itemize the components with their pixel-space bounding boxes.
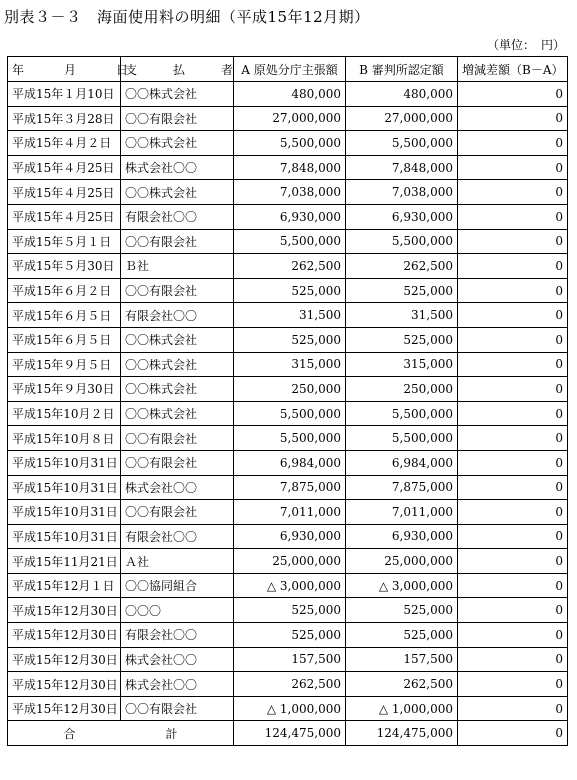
column-header-difference: 増減差額（B－A） [458, 57, 568, 82]
difference-cell: 0 [458, 696, 568, 721]
date-cell: 平成15年12月30日 [8, 696, 121, 721]
b-amount-cell: 27,000,000 [346, 106, 458, 131]
table-row [8, 598, 568, 623]
a-amount-cell: 5,500,000 [234, 401, 346, 426]
table-row [8, 524, 568, 549]
date-cell: 平成15年11月21日 [8, 549, 121, 574]
difference-cell: 0 [458, 180, 568, 205]
table-row [8, 106, 568, 131]
table-row [8, 696, 568, 721]
total-difference: 0 [458, 721, 568, 746]
date-cell: 平成15年４月25日 [8, 180, 121, 205]
difference-cell: 0 [458, 598, 568, 623]
date-cell: 平成15年10月２日 [8, 401, 121, 426]
a-amount-cell: 157,500 [234, 647, 346, 672]
table-row [8, 500, 568, 525]
difference-cell: 0 [458, 500, 568, 525]
table-row [8, 623, 568, 648]
a-amount-cell: 525,000 [234, 598, 346, 623]
table-row [8, 254, 568, 279]
b-amount-cell: 5,500,000 [346, 229, 458, 254]
b-amount-cell: 5,500,000 [346, 401, 458, 426]
date-cell: 平成15年９月５日 [8, 352, 121, 377]
payer-cell: 〇〇株式会社 [121, 401, 234, 426]
total-row [8, 721, 568, 746]
a-amount-cell: 5,500,000 [234, 229, 346, 254]
table-row [8, 131, 568, 156]
total-label-part-1: 合 [63, 726, 76, 741]
difference-cell: 0 [458, 377, 568, 402]
a-amount-cell: 27,000,000 [234, 106, 346, 131]
a-amount-cell: 7,848,000 [234, 155, 346, 180]
b-amount-cell: 7,038,000 [346, 180, 458, 205]
table-row [8, 377, 568, 402]
a-amount-cell: 5,500,000 [234, 426, 346, 451]
a-amount-cell: 31,500 [234, 303, 346, 328]
table-row [8, 155, 568, 180]
payer-cell: 株式会社〇〇 [121, 475, 234, 500]
b-amount-cell: 525,000 [346, 278, 458, 303]
difference-cell: 0 [458, 623, 568, 648]
b-amount-cell: 525,000 [346, 598, 458, 623]
a-amount-cell: △ 3,000,000 [234, 573, 346, 598]
a-amount-cell: 315,000 [234, 352, 346, 377]
date-cell: 平成15年12月30日 [8, 672, 121, 697]
total-b-amount: 124,475,000 [346, 721, 458, 746]
payer-cell: 〇〇〇 [121, 598, 234, 623]
payer-cell: 〇〇有限会社 [121, 450, 234, 475]
table-row [8, 278, 568, 303]
difference-cell: 0 [458, 155, 568, 180]
table-row [8, 180, 568, 205]
payer-cell: 〇〇株式会社 [121, 352, 234, 377]
a-amount-cell: 5,500,000 [234, 131, 346, 156]
total-label-cell [8, 721, 234, 746]
difference-cell: 0 [458, 647, 568, 672]
table-row [8, 450, 568, 475]
date-cell: 平成15年３月28日 [8, 106, 121, 131]
payer-cell: 有限会社〇〇 [121, 303, 234, 328]
date-cell: 平成15年10月31日 [8, 500, 121, 525]
date-cell: 平成15年10月８日 [8, 426, 121, 451]
table-row [8, 352, 568, 377]
date-cell: 平成15年６月２日 [8, 278, 121, 303]
payer-cell: 〇〇有限会社 [121, 229, 234, 254]
table-row [8, 401, 568, 426]
a-amount-cell: 480,000 [234, 82, 346, 107]
payer-cell: 〇〇株式会社 [121, 180, 234, 205]
date-cell: 平成15年５月30日 [8, 254, 121, 279]
date-cell: 平成15年10月31日 [8, 524, 121, 549]
payer-cell: 株式会社〇〇 [121, 647, 234, 672]
date-cell: 平成15年12月30日 [8, 647, 121, 672]
difference-cell: 0 [458, 229, 568, 254]
date-cell: 平成15年10月31日 [8, 450, 121, 475]
payer-cell: 有限会社〇〇 [121, 623, 234, 648]
b-amount-cell: 7,011,000 [346, 500, 458, 525]
date-cell: 平成15年４月25日 [8, 204, 121, 229]
payer-cell: 有限会社〇〇 [121, 524, 234, 549]
b-amount-cell: 6,930,000 [346, 524, 458, 549]
a-amount-cell: 525,000 [234, 327, 346, 352]
b-amount-cell: 480,000 [346, 82, 458, 107]
payer-cell: 株式会社〇〇 [121, 672, 234, 697]
date-cell: 平成15年６月５日 [8, 303, 121, 328]
table-row [8, 647, 568, 672]
header-row [8, 57, 568, 82]
b-amount-cell: 262,500 [346, 254, 458, 279]
difference-cell: 0 [458, 573, 568, 598]
table-row [8, 204, 568, 229]
date-cell: 平成15年５月１日 [8, 229, 121, 254]
b-amount-cell: 525,000 [346, 327, 458, 352]
table-row [8, 672, 568, 697]
difference-cell: 0 [458, 524, 568, 549]
payer-cell: 〇〇株式会社 [121, 82, 234, 107]
table-row [8, 229, 568, 254]
b-amount-cell: 6,930,000 [346, 204, 458, 229]
difference-cell: 0 [458, 254, 568, 279]
date-cell: 平成15年６月５日 [8, 327, 121, 352]
table-row [8, 475, 568, 500]
payer-cell: 〇〇有限会社 [121, 106, 234, 131]
payer-cell: Ａ社 [121, 549, 234, 574]
payer-cell: 〇〇有限会社 [121, 426, 234, 451]
table-row [8, 82, 568, 107]
column-header-a-claimed: A 原処分庁主張額 [234, 57, 346, 82]
difference-cell: 0 [458, 672, 568, 697]
column-header-date: 年 月 日 [8, 57, 121, 82]
table-row [8, 426, 568, 451]
payer-cell: 〇〇株式会社 [121, 131, 234, 156]
payer-cell: 有限会社〇〇 [121, 204, 234, 229]
payer-cell: Ｂ社 [121, 254, 234, 279]
difference-cell: 0 [458, 204, 568, 229]
total-a-amount: 124,475,000 [234, 721, 346, 746]
b-amount-cell: 250,000 [346, 377, 458, 402]
a-amount-cell: 6,930,000 [234, 204, 346, 229]
payer-cell: 〇〇有限会社 [121, 278, 234, 303]
difference-cell: 0 [458, 131, 568, 156]
table-row [8, 303, 568, 328]
difference-cell: 0 [458, 450, 568, 475]
b-amount-cell: 315,000 [346, 352, 458, 377]
table-row [8, 549, 568, 574]
date-cell: 平成15年４月25日 [8, 155, 121, 180]
a-amount-cell: 250,000 [234, 377, 346, 402]
difference-cell: 0 [458, 401, 568, 426]
payer-cell: 〇〇有限会社 [121, 696, 234, 721]
total-label-part-2: 計 [165, 726, 178, 741]
b-amount-cell: 262,500 [346, 672, 458, 697]
b-amount-cell: 525,000 [346, 623, 458, 648]
table-row [8, 573, 568, 598]
b-amount-cell: 6,984,000 [346, 450, 458, 475]
date-cell: 平成15年10月31日 [8, 475, 121, 500]
a-amount-cell: 6,930,000 [234, 524, 346, 549]
difference-cell: 0 [458, 303, 568, 328]
unit-label: （単位： 円） [486, 38, 565, 52]
date-cell: 平成15年１月10日 [8, 82, 121, 107]
b-amount-cell: △ 1,000,000 [346, 696, 458, 721]
date-cell: 平成15年12月30日 [8, 598, 121, 623]
date-cell: 平成15年12月30日 [8, 623, 121, 648]
a-amount-cell: 262,500 [234, 254, 346, 279]
difference-cell: 0 [458, 475, 568, 500]
date-cell: 平成15年９月30日 [8, 377, 121, 402]
date-cell: 平成15年12月１日 [8, 573, 121, 598]
a-amount-cell: 7,011,000 [234, 500, 346, 525]
column-header-b-recognized: B 審判所認定額 [346, 57, 458, 82]
column-header-payer: 支 払 者 [121, 57, 234, 82]
payer-cell: 〇〇株式会社 [121, 377, 234, 402]
a-amount-cell: 262,500 [234, 672, 346, 697]
a-amount-cell: △ 1,000,000 [234, 696, 346, 721]
a-amount-cell: 7,875,000 [234, 475, 346, 500]
b-amount-cell: △ 3,000,000 [346, 573, 458, 598]
table-row [8, 327, 568, 352]
document-title: 別表３－３ 海面使用料の明細（平成15年12月期） [4, 8, 370, 26]
b-amount-cell: 31,500 [346, 303, 458, 328]
payer-cell: 〇〇協同組合 [121, 573, 234, 598]
b-amount-cell: 7,875,000 [346, 475, 458, 500]
payer-cell: 〇〇有限会社 [121, 500, 234, 525]
b-amount-cell: 7,848,000 [346, 155, 458, 180]
difference-cell: 0 [458, 426, 568, 451]
payer-cell: 株式会社〇〇 [121, 155, 234, 180]
a-amount-cell: 525,000 [234, 623, 346, 648]
difference-cell: 0 [458, 352, 568, 377]
b-amount-cell: 157,500 [346, 647, 458, 672]
a-amount-cell: 7,038,000 [234, 180, 346, 205]
difference-cell: 0 [458, 278, 568, 303]
sea-usage-fee-table [7, 56, 568, 746]
difference-cell: 0 [458, 82, 568, 107]
a-amount-cell: 25,000,000 [234, 549, 346, 574]
difference-cell: 0 [458, 549, 568, 574]
a-amount-cell: 6,984,000 [234, 450, 346, 475]
payer-cell: 〇〇株式会社 [121, 327, 234, 352]
difference-cell: 0 [458, 106, 568, 131]
date-cell: 平成15年４月２日 [8, 131, 121, 156]
b-amount-cell: 5,500,000 [346, 426, 458, 451]
a-amount-cell: 525,000 [234, 278, 346, 303]
b-amount-cell: 5,500,000 [346, 131, 458, 156]
difference-cell: 0 [458, 327, 568, 352]
b-amount-cell: 25,000,000 [346, 549, 458, 574]
